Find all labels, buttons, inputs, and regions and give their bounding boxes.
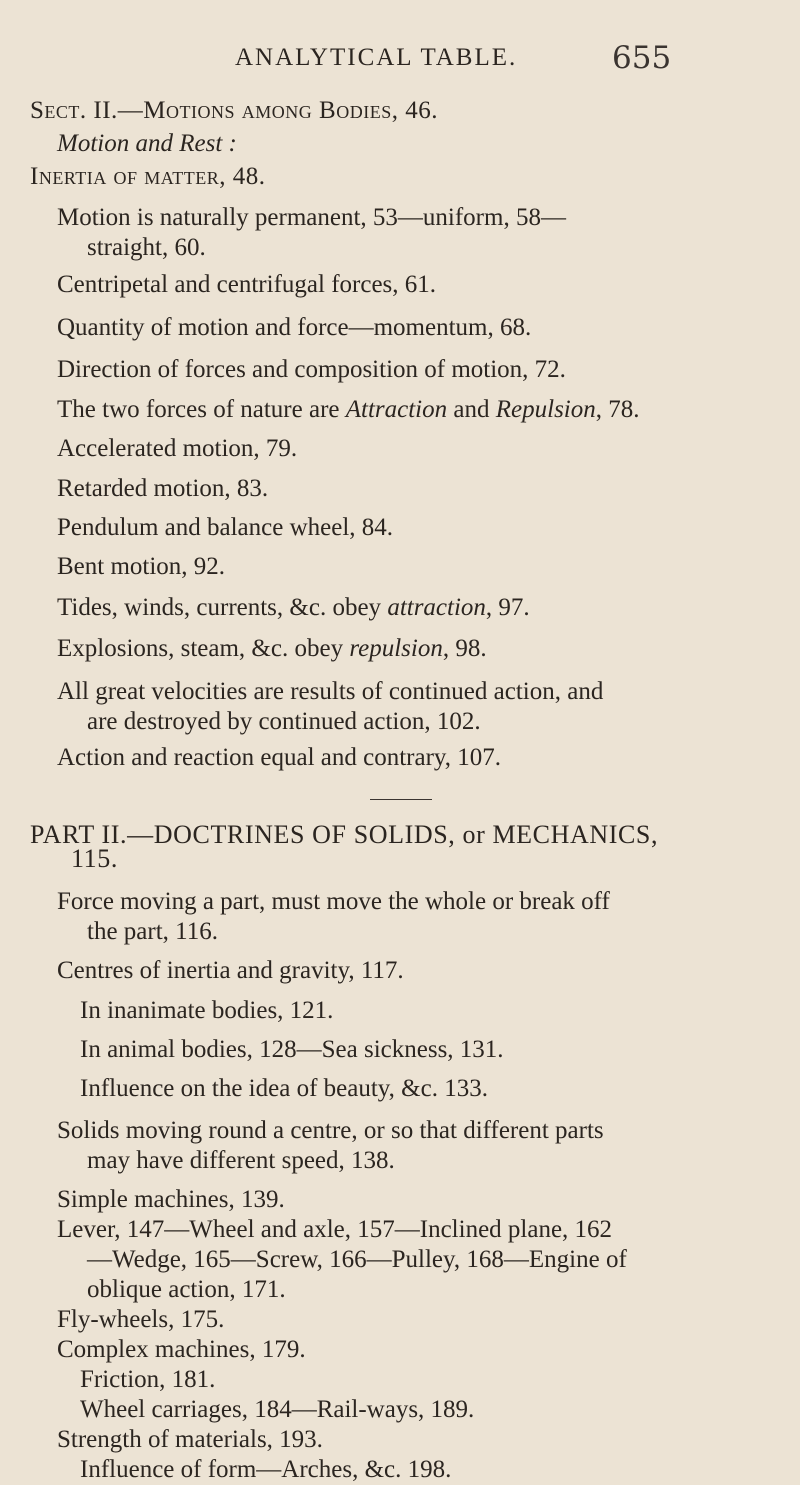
index-entry: Bent motion, 92. [57, 553, 226, 580]
part-title-line-continued: 115. [71, 844, 118, 873]
index-subentry: In animal bodies, 128—Sea sickness, 131. [80, 1036, 504, 1063]
index-subentry: Friction, 181. [80, 1366, 216, 1393]
entry-line-continued: the part, 116. [87, 918, 218, 945]
page-number: 655 [612, 40, 672, 76]
index-entry [57, 634, 487, 664]
index-entry: Strength of materials, 193. [57, 1426, 323, 1453]
section-divider [370, 799, 432, 800]
entry-italic: Repulsion [495, 396, 596, 423]
section-heading: Sect. II.—Motions among Bodies, 46. [30, 97, 438, 124]
entry-line-continued: oblique action, 171. [87, 1276, 286, 1303]
index-entry: Retarded motion, 83. [57, 475, 269, 502]
entry-text: The two forces of nature are [57, 396, 346, 423]
entry-line-continued: straight, 60. [87, 234, 206, 261]
entry-line: Solids moving round a centre, or so that different parts [57, 1117, 604, 1144]
entry-text: Explosions, steam, &c. obey [57, 635, 350, 662]
entry-line: Motion is naturally permanent, 53—uniform, 58— [57, 204, 566, 231]
entry-text: , 97. [485, 594, 530, 621]
index-subentry: Influence of form—Arches, &c. 198. [80, 1456, 452, 1483]
index-entry: Pendulum and balance wheel, 84. [57, 514, 394, 541]
inertia-text: Inertia of matter, 48. [30, 163, 266, 190]
index-entry: Quantity of motion and force—momentum, 68. [57, 314, 532, 341]
entry-text: Tides, winds, currents, &c. obey [57, 594, 388, 621]
entry-line-continued: —Wedge, 165—Screw, 166—Pulley, 168—Engine of [87, 1246, 627, 1273]
index-entry: Complex machines, 179. [57, 1336, 306, 1363]
entry-text: , 98. [442, 635, 487, 662]
entry-line-continued: may have different speed, 138. [87, 1147, 395, 1174]
part-title-line: PART II.—DOCTRINES OF SOLIDS, or MECHANICS, [30, 820, 659, 849]
index-entry [57, 395, 640, 425]
index-entry: Centripetal and centrifugal forces, 61. [57, 271, 437, 298]
index-entry: Accelerated motion, 79. [57, 435, 298, 462]
index-entry [57, 203, 566, 263]
index-entry: Simple machines, 139. [57, 1186, 285, 1213]
entry-line: Force moving a part, must move the whole or break off [57, 888, 610, 915]
inertia-entry [30, 162, 266, 192]
entry-line: All great velocities are results of continued action, and [57, 678, 604, 705]
index-entry [57, 1215, 627, 1305]
index-entry: Centres of inertia and gravity, 117. [57, 957, 404, 984]
page-header [0, 40, 800, 84]
index-entry [57, 677, 603, 737]
index-subentry: Influence on the idea of beauty, &c. 133. [80, 1075, 488, 1102]
index-entry [57, 593, 530, 623]
entry-italic: attraction [387, 594, 486, 621]
entry-line: Lever, 147—Wheel and axle, 157—Inclined plane, 162 [57, 1216, 613, 1243]
entry-text: , 78. [595, 396, 640, 423]
index-subentry: Wheel carriages, 184—Rail-ways, 189. [80, 1396, 475, 1423]
entry-text: and [447, 396, 496, 423]
entry-italic: Attraction [345, 396, 448, 423]
running-title: ANALYTICAL TABLE. [235, 44, 518, 71]
index-entry: Direction of forces and composition of motion, 72. [57, 356, 566, 383]
index-entry [57, 1116, 604, 1176]
section-subheading: Motion and Rest : [57, 130, 237, 157]
entry-line-continued: are destroyed by continued action, 102. [87, 708, 481, 735]
part-title [30, 820, 658, 874]
index-entry [57, 887, 610, 947]
index-subentry: In inanimate bodies, 121. [80, 997, 334, 1024]
index-entry: Action and reaction equal and contrary, 107. [57, 744, 502, 771]
index-entry: Fly-wheels, 175. [57, 1306, 225, 1333]
entry-italic: repulsion [349, 635, 443, 662]
